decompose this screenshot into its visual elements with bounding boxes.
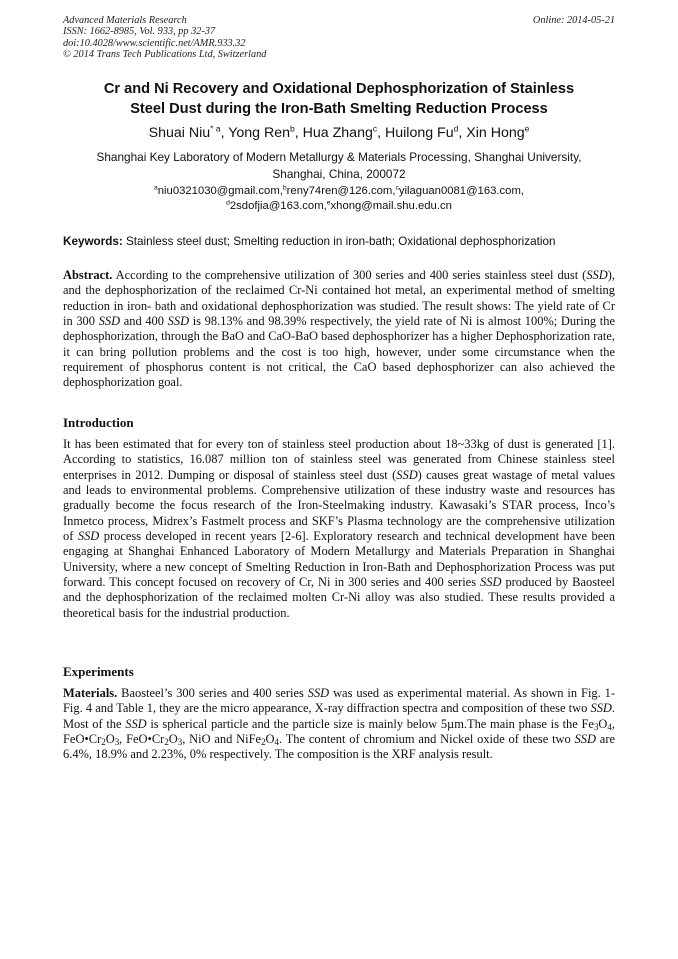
author-mark: c (372, 123, 378, 134)
author-name: Shuai Niu (148, 125, 211, 141)
abstract-text: According to the comprehensive utilization of 300 series and 400 series stainless steel dust ( (112, 268, 587, 282)
email-a[interactable]: niu0321030@gmail.com, (157, 185, 283, 197)
intro-text: produced by Baosteel and the dephosphorization of the reclaimed molten Cr-Ni alloy was also studied. These results provided a theoretical basis for the industrial production. (63, 575, 615, 620)
subscript: 3 (114, 737, 120, 748)
ssd-abbrev: SSD (167, 314, 190, 329)
journal-name: Advanced Materials Research (63, 15, 187, 26)
intro-text: process developed in recent years [2-6]. Exploratory research and technical development have been engaging at Shanghai Enhanced Laboratory of Modern Metallurgy and Materials Preparation in Shanghai University, where a new concept of Smelting Reduction in Iron-Bath and Dephosphorization Process was put forward. This concept focused on recovery of Cr, Ni in 300 series and 400 series (63, 529, 615, 590)
keywords-label: Keywords: (63, 235, 123, 248)
abstract-text: and 400 (120, 314, 168, 329)
materials-paragraph (63, 686, 615, 763)
abstract-label: Abstract. (63, 268, 113, 282)
affiliation-line-2: Shanghai, China, 200072 (272, 166, 406, 181)
ssd-abbrev: SSD (590, 701, 612, 716)
abstract-text: ), and the dephosphorization of the reclaimed Cr-Ni contained hot metal, an experimental method of smelting reduction in iron- bath and oxidational dephosphorization was studied. The result shows: The yield rate of Cr in 300 (63, 268, 615, 329)
formula-part: O (598, 716, 608, 731)
subscript: 2 (164, 737, 169, 748)
ssd-abbrev: SSD (480, 575, 502, 590)
keywords (63, 235, 623, 249)
formula-part: , FeO•Cr (63, 716, 615, 747)
ssd-abbrev: SSD (574, 732, 596, 747)
paper-title (63, 80, 615, 119)
author-list (63, 124, 615, 142)
online-date: Online: 2014-05-21 (532, 15, 615, 26)
author-separator: , (294, 125, 303, 141)
email-mark: e (326, 199, 331, 207)
author-separator: , (377, 125, 385, 141)
email-line-2 (63, 199, 615, 214)
materials-text: . Most of the (63, 701, 615, 731)
materials-text: was used as experimental material. As shown in Fig. 1- Fig. 4 and Table 1, they are the micro appearance, X-ray diffraction spectra and composition of these two (63, 686, 616, 716)
abstract-text: is 98.13% and 98.39% respectively, the yield rate of Ni is almost 100%; During the dephosphorization, through the BaO and CaO-BaO based dephosphorizer has a higher Dephosphorization rate, it can bring pollution problems and the cost is too high, however, under some circumstance when the requirement of phosphorus content is not critical, the CaO based dephosphorizer can also achieved the dephosphorization goal. (63, 314, 615, 390)
experiments-heading: Experiments (63, 664, 134, 679)
ssd-abbrev: SSD (307, 686, 330, 700)
author-mark: e (524, 123, 530, 134)
abstract (63, 268, 615, 391)
ssd-abbrev: SSD (125, 716, 147, 731)
author-separator: , (458, 125, 467, 141)
author-name: Hua Zhang (302, 125, 373, 141)
formula-part: O (265, 732, 275, 747)
author-emails (63, 184, 615, 214)
materials-text: are 6.4%, 18.9% and 2.23%, 0% respectively. The composition is the XRF analysis result. (63, 732, 615, 762)
subscript: 2 (101, 737, 106, 748)
author-name: Xin Hong (466, 125, 525, 141)
subscript: 2 (261, 737, 266, 748)
email-mark: b (282, 184, 287, 192)
email-c[interactable]: yilaguan0081@163.com, (398, 185, 525, 197)
formula-part: O (168, 732, 178, 747)
doi-line: doi:10.4028/www.scientific.net/AMR.933.32 (63, 37, 246, 49)
materials-text: . The content of chromium and Nickel oxide of these two (279, 732, 575, 747)
author-name: Huilong Fu (385, 125, 454, 141)
author-mark: * a (210, 123, 221, 134)
copyright-line: © 2014 Trans Tech Publications Ltd, Switzerland (63, 49, 267, 61)
email-line-1 (63, 184, 615, 199)
subscript: 3 (593, 721, 599, 732)
affiliation (63, 149, 615, 182)
ssd-abbrev: SSD (396, 467, 418, 482)
subscript: 3 (177, 737, 183, 748)
formula-part: O (105, 732, 115, 747)
title-line-1: Cr and Ni Recovery and Oxidational Dephosphorization of Stainless (103, 81, 575, 97)
intro-text: It has been estimated that for every ton of stainless steel production about 18~33kg of dust is generated [1]. According to statistics, 16.087 million ton of stainless steel was generated from Chinese stainless steel enterprises in 2012. Dumping or disposal of stainless steel dust ( (63, 437, 615, 482)
subscript: 4 (607, 721, 612, 732)
materials-text: is spherical particle and the particle size is mainly below 5µm.The main phase is the Fe (146, 716, 594, 731)
formula-part: , NiO and NiFe (182, 732, 262, 747)
ssd-abbrev: SSD (586, 268, 608, 282)
author-mark: d (453, 123, 459, 134)
author-mark: b (290, 123, 295, 134)
author-separator: , (220, 125, 229, 141)
journal-header (63, 15, 615, 61)
email-mark: d (226, 199, 230, 207)
ssd-abbrev: SSD (77, 529, 100, 544)
issn-line: ISSN: 1662-8985, Vol. 933, pp 32-37 (63, 26, 216, 38)
email-b[interactable]: reny74ren@126.com, (286, 185, 396, 197)
introduction-heading: Introduction (63, 415, 134, 430)
materials-label: Materials. (63, 686, 118, 700)
keywords-text: Stainless steel dust; Smelting reduction in iron-bath; Oxidational dephosphorization (122, 235, 556, 248)
email-e[interactable]: xhong@mail.shu.edu.cn (330, 200, 452, 213)
email-mark: a (153, 184, 158, 192)
author-name: Yong Ren (228, 125, 291, 141)
formula-part: , FeO•Cr (119, 732, 165, 747)
intro-text: ) causes great wastage of metal values and leads to environmental problems. Comprehensive utilization of these industry waste and resources has gradually become the focus research of the Iron-Steelmaking industry. Kawasaki’s STAR process, Inco’s Inmetco process, Midrex’s Fastmelt process and SKF’s Plasma technology are the comprehensive utilization of (63, 467, 615, 544)
subscript: 4 (274, 737, 280, 748)
email-mark: c (395, 184, 399, 192)
title-line-2: Steel Dust during the Iron-Bath Smelting Reduction Process (130, 100, 548, 117)
introduction-paragraph (63, 437, 615, 621)
materials-text: Baosteel’s 300 series and 400 series (117, 686, 308, 700)
ssd-abbrev: SSD (98, 314, 121, 329)
email-d[interactable]: 2sdofjia@163.com, (229, 200, 327, 213)
affiliation-line-1: Shanghai Key Laboratory of Modern Metallurgy & Materials Processing, Shanghai University, (96, 150, 582, 164)
